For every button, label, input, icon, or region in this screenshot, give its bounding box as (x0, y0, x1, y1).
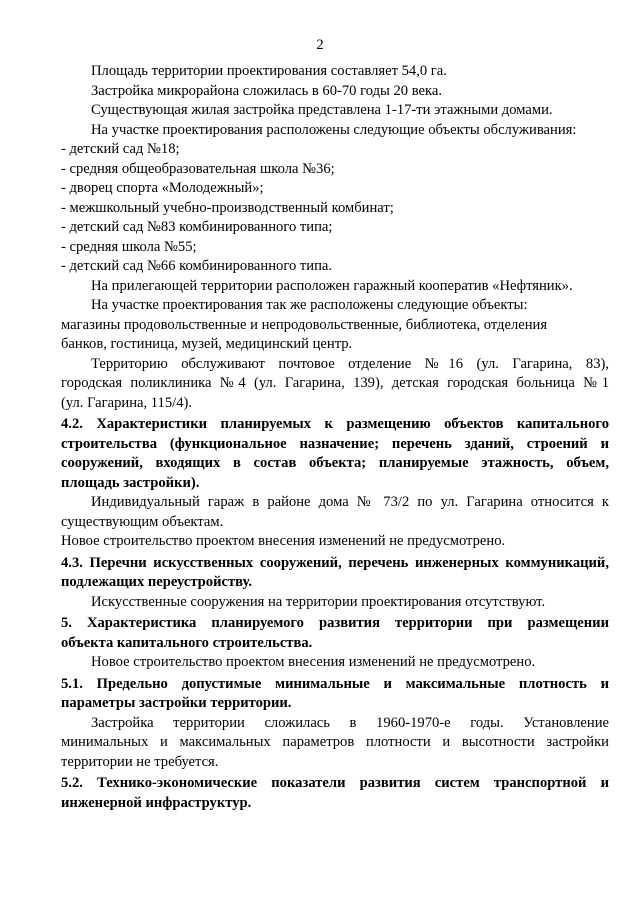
heading-5-1 (61, 675, 609, 714)
paragraph-area: Площадь территории проектирования составляет 54,0 га. (91, 63, 447, 79)
heading-line: 5.2. Технико-экономические показатели развития систем транспортной и (61, 775, 609, 791)
paragraph-housing: Существующая жилая застройка представлена 1-17-ти этажными домами. (91, 102, 553, 118)
list-item: - детский сад №66 комбинированного типа. (61, 258, 333, 274)
heading-line: 4.2. Характеристики планируемых к размещению объектов капитального (61, 416, 609, 432)
page-number: 2 (316, 37, 324, 53)
text-line: существующим объектам. (61, 513, 224, 530)
list-item: - детский сад №18; (61, 141, 180, 157)
text-line: магазины продовольственные и непродовольственные, библиотека, отделения (61, 316, 548, 333)
paragraph-density (61, 714, 609, 773)
paragraph-objects-intro: На участке проектирования расположены следующие объекты обслуживания: (91, 121, 577, 138)
paragraph-no-construction-2: Новое строительство проектом внесения изменений не предусмотрено. (91, 654, 536, 670)
heading-line: параметры застройки территории. (61, 695, 292, 711)
heading-line: площадь застройки). (61, 474, 200, 491)
list-item: - детский сад №83 комбинированного типа; (61, 219, 333, 235)
heading-line: подлежащих переустройству. (61, 574, 253, 590)
text-line: Территорию обслуживают почтовое отделение №16 (ул. Гагарина, 83), (91, 355, 609, 372)
heading-line: сооружений, входящих в состав объекта; планируемые этажность, объем, (61, 455, 609, 471)
heading-line: инженерной инфраструктур. (61, 794, 252, 811)
list-item: - средняя школа №55; (61, 238, 197, 255)
heading-line: 5. Характеристика планируемого развития территории при размещении (61, 615, 609, 631)
text-line: городская поликлиника №4 (ул. Гагарина, 139), детская городская больница №1 (61, 375, 609, 391)
paragraph-no-structures: Искусственные сооружения на территории проектирования отсутствуют. (91, 593, 546, 610)
text-line: банков, гостиница, музей, медицинский центр. (61, 336, 353, 352)
list-item: - межшкольный учебно-производственный комбинат; (61, 199, 394, 216)
heading-line: 4.3. Перечни искусственных сооружений, перечень инженерных коммуникаций, (61, 554, 609, 571)
heading-5-2 (61, 774, 609, 813)
heading-line: 5.1. Предельно допустимые минимальные и максимальные плотность и (61, 675, 609, 692)
text-line: минимальных и максимальных параметров плотности и высотности застройки (61, 734, 609, 750)
text-line: На участке проектирования так же расположены следующие объекты: (91, 297, 528, 313)
heading-4-2 (61, 415, 609, 493)
paragraph-garage-coop: На прилегающей территории расположен гаражный кооператив «Нефтяник». (91, 277, 573, 294)
text-line: территории не требуется. (61, 753, 219, 770)
paragraph-no-construction: Новое строительство проектом внесения изменений не предусмотрено. (61, 533, 506, 549)
document-body (61, 62, 609, 813)
paragraph-individual-garage (61, 493, 609, 532)
text-line: Застройка территории сложилась в 1960-1970-е годы. Установление (91, 714, 609, 731)
text-line: Индивидуальный гараж в районе дома № 73/2 по ул. Гагарина относится к (91, 494, 609, 510)
list-item: - средняя общеобразовательная школа №36; (61, 160, 335, 177)
heading-4-3 (61, 554, 609, 593)
text-line: (ул. Гагарина, 115/4). (61, 394, 193, 411)
heading-5 (61, 614, 609, 653)
paragraph-history: Застройка микрорайона сложилась в 60-70 годы 20 века. (91, 82, 443, 99)
heading-line: строительства (функциональное назначение; перечень зданий, строений и (61, 435, 609, 452)
paragraph-services (61, 355, 609, 414)
paragraph-other-objects (61, 296, 609, 355)
heading-line: объекта капитального строительства. (61, 634, 313, 651)
objects-list (61, 140, 609, 277)
list-item: - дворец спорта «Молодежный»; (61, 180, 264, 196)
